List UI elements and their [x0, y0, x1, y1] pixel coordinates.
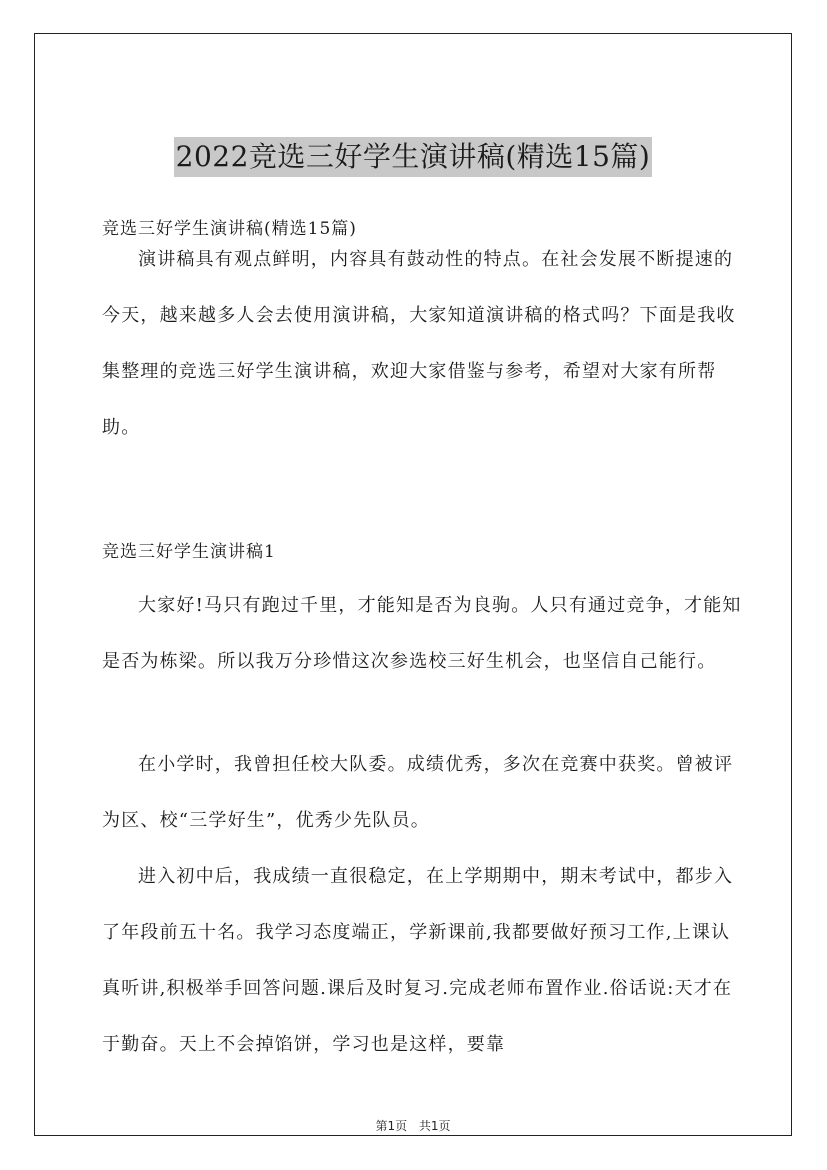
document-subtitle: 竞选三好学生演讲稿(精选15篇): [102, 219, 357, 239]
body-paragraph-3: 进入初中后，我成绩一直很稳定，在上学期期中，期末考试中，都步入了年段前五十名。我学习态度端正，学新课前,我都要做好预习工作,上课认真听讲,积极举手回答问题.课后及时复习.完成老师布置作业.俗话说:天才在于勤奋。天上不会掉馅饼，学习也是这样，要靠: [102, 866, 734, 1055]
document-title: 2022竞选三好学生演讲稿(精选15篇): [174, 137, 653, 177]
body-paragraph-1: 大家好!马只有跑过千里，才能知是否为良驹。人只有通过竞争，才能知是否为栋梁。所以我万分珍惜这次参选校三好生机会，也坚信自己能行。: [102, 595, 742, 672]
title-wrapper: [35, 137, 791, 177]
page-frame: [34, 33, 792, 1136]
page-number: 第1页: [375, 1119, 408, 1133]
page-footer: [35, 1118, 791, 1134]
section-title: 竞选三好学生演讲稿1: [102, 542, 276, 562]
body-paragraph-2: 在小学时，我曾担任校大队委。成绩优秀，多次在竞赛中获奖。曾被评为区、校“三学好生”，优秀少先队员。: [102, 754, 734, 831]
page-total: 共1页: [418, 1119, 451, 1133]
intro-paragraph: 演讲稿具有观点鲜明，内容具有鼓动性的特点。在社会发展不断提速的今天，越来越多人会去使用演讲稿，大家知道演讲稿的格式吗？下面是我收集整理的竞选三好学生演讲稿，欢迎大家借鉴与参考，希望对大家有所帮助。: [102, 249, 736, 438]
